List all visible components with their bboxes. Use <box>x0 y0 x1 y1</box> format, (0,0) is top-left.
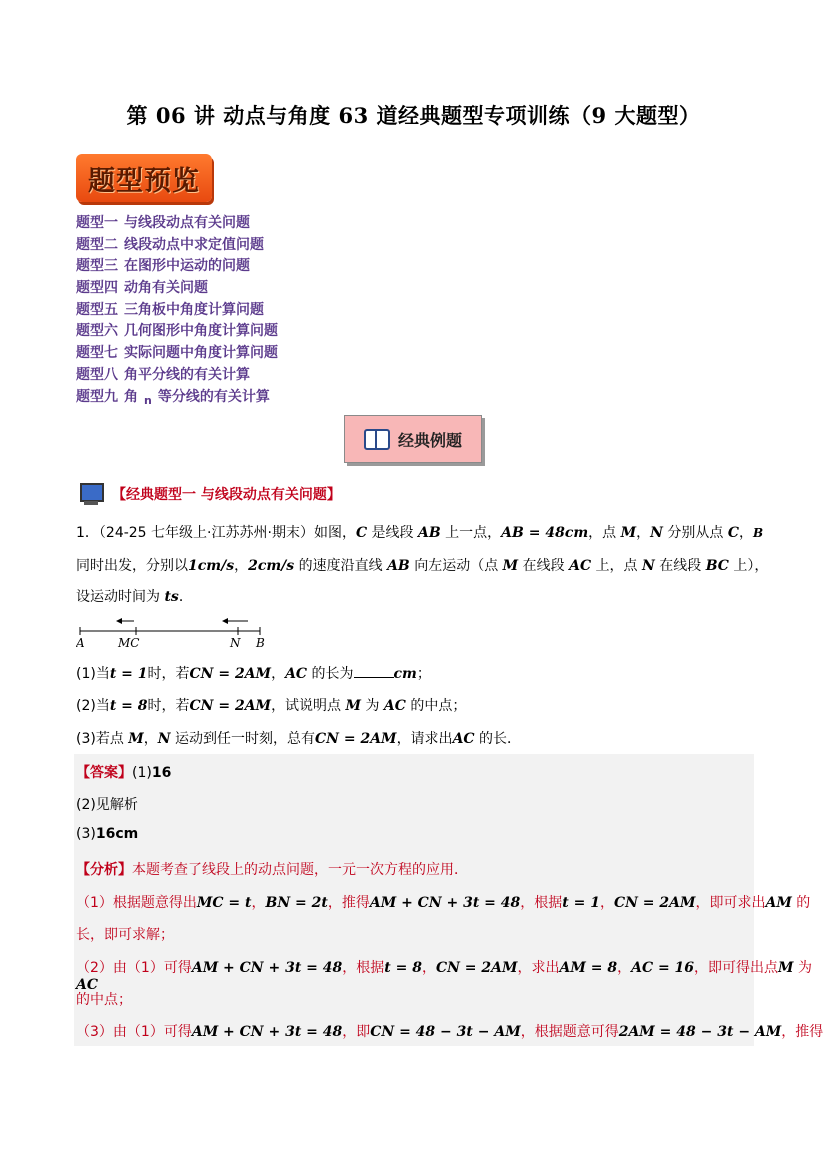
answer-line-2: (2)见解析 <box>76 797 138 813</box>
answer-line-3: (3)16cm <box>76 826 139 842</box>
question-type-list <box>76 212 278 407</box>
solution-step-3: （3）由（1）可得AM + CN + 3t = 48，即CN = 48 − 3t − AM，根据题意可得2AM = 48 − 3t − AM，推得 <box>76 1024 824 1040</box>
toc-item[interactable]: 题型五 三角板中角度计算问题 <box>76 301 264 318</box>
question-line-2: 同时出发，分别以1cm/s，2cm/s 的速度沿直线 AB 向左运动（点 M 在线段 AC 上，点 N 在线段 BC 上）， <box>76 558 769 574</box>
classic-examples-label: 经典例题 <box>397 430 462 450</box>
toc-item[interactable]: 题型四 动角有关问题 <box>76 280 208 297</box>
answer-blank[interactable] <box>354 663 394 678</box>
toc-item[interactable]: 题型六 几何图形中角度计算问题 <box>76 323 278 340</box>
point-n-label: N <box>230 636 241 650</box>
solution-step-2-cont: 的中点； <box>76 992 132 1008</box>
section-title: 【经典题型一 与线段动点有关问题】 <box>112 487 341 503</box>
question-part-2: (2)当t = 8时，若CN = 2AM，试说明点 M 为 AC 的中点； <box>76 698 467 714</box>
book-icon <box>364 429 390 450</box>
computer-icon <box>80 483 104 505</box>
analysis-line: 【分析】本题考查了线段上的动点问题，一元一次方程的应用． <box>76 862 468 878</box>
toc-item[interactable]: 题型三 在图形中运动的问题 <box>76 258 250 275</box>
question-line-3: 设运动时间为 ts． <box>76 589 193 605</box>
preview-badge <box>76 154 212 202</box>
toc-item[interactable]: 题型九 角 $_n$ 等分线的有关计算 <box>76 388 270 407</box>
toc-item[interactable]: 题型七 实际问题中角度计算问题 <box>76 345 278 362</box>
preview-badge-label: 题型预览 <box>88 165 200 197</box>
section-heading <box>80 483 341 505</box>
answer-line-1: 【答案】(1)16 <box>76 765 172 781</box>
line-segment-diagram <box>76 617 276 651</box>
classic-examples-banner <box>344 415 482 463</box>
page-title: 第 06 讲 动点与角度 63 道经典题型专项训练（9 大题型） <box>126 103 701 128</box>
toc-item[interactable]: 题型二 线段动点中求定值问题 <box>76 236 264 253</box>
question-line-1: 1．（24-25 七年级上·江苏苏州·期末）如图，C 是线段 AB 上一点，AB = 48cm，点 M，N 分别从点 C，B <box>76 525 764 541</box>
solution-step-1: （1）根据题意得出MC = t，BN = 2t，推得AM + CN + 3t = 48，根据t = 1，CN = 2AM，即可求出AM 的 <box>76 895 811 911</box>
solution-step-1-cont: 长，即可求解； <box>76 927 174 943</box>
point-a-label: A <box>76 636 85 650</box>
question-part-3: (3)若点 M，N 运动到任一时刻，总有CN = 2AM，请求出AC 的长． <box>76 731 522 747</box>
toc-item[interactable]: 题型八 角平分线的有关计算 <box>76 366 250 383</box>
solution-step-2: （2）由（1）可得AM + CN + 3t = 48，根据t = 8，CN = 2AM，求出AM = 8，AC = 16，即可得出点M 为 AC <box>76 960 812 993</box>
question-part-1: (1)当t = 1时，若CN = 2AM，AC 的长为 cm； <box>76 663 431 684</box>
point-b-label: B <box>256 636 265 650</box>
point-mc-label: MC <box>118 636 140 650</box>
toc-item[interactable]: 题型一 与线段动点有关问题 <box>76 215 250 231</box>
